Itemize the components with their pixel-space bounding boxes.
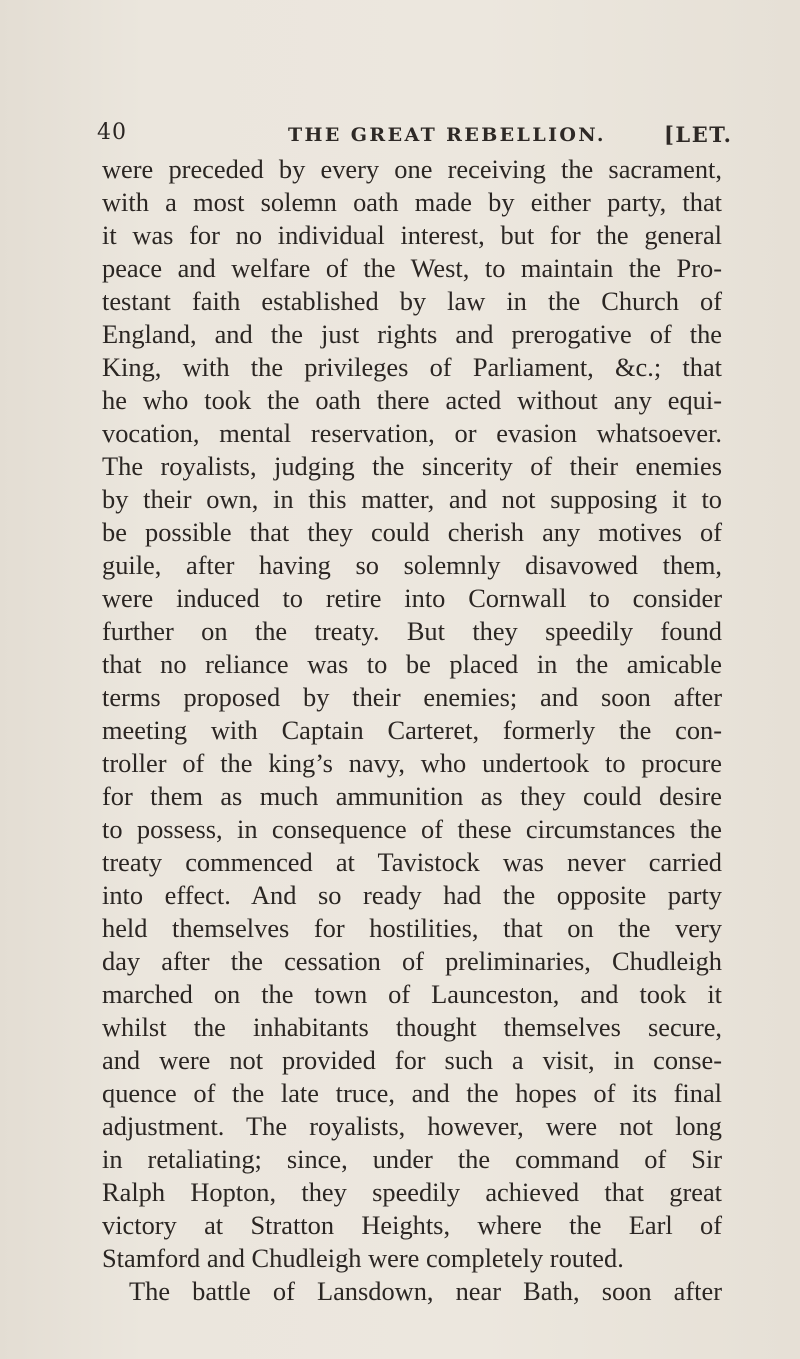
text-line: meeting with Captain Carteret, formerly the con- xyxy=(102,715,722,745)
text-line: guile, after having so solemnly disavowed them, xyxy=(102,550,722,580)
text-line: that no reliance was to be placed in the amicable xyxy=(102,649,722,679)
text-line: by their own, in this matter, and not supposing it to xyxy=(102,484,722,514)
text-line: Ralph Hopton, they speedily achieved that great xyxy=(102,1177,722,1207)
text-line: terms proposed by their enemies; and soon after xyxy=(102,682,722,712)
text-line: in retaliating; since, under the command of Sir xyxy=(102,1144,722,1174)
text-line: it was for no individual interest, but for the general xyxy=(102,220,722,250)
text-line: marched on the town of Launceston, and took it xyxy=(102,979,722,1009)
text-line: to possess, in consequence of these circumstances the xyxy=(102,814,722,844)
text-line: further on the treaty. But they speedily found xyxy=(102,616,722,646)
text-line: into effect. And so ready had the opposite party xyxy=(102,880,722,910)
text-line: peace and welfare of the West, to maintain the Pro- xyxy=(102,253,722,283)
text-line: quence of the late truce, and the hopes of its final xyxy=(102,1078,722,1108)
text-line: adjustment. The royalists, however, were not long xyxy=(102,1111,722,1141)
text-line: were induced to retire into Cornwall to consider xyxy=(102,583,722,613)
text-line: The battle of Lansdown, near Bath, soon after xyxy=(129,1276,722,1306)
text-line: victory at Stratton Heights, where the Earl of xyxy=(102,1210,722,1240)
text-line: The royalists, judging the sincerity of their enemies xyxy=(102,451,722,481)
page-number: 40 xyxy=(97,120,127,145)
text-line: for them as much ammunition as they could desire xyxy=(102,781,722,811)
text-line: be possible that they could cherish any motives of xyxy=(102,517,722,547)
text-line: day after the cessation of preliminaries, Chudleigh xyxy=(102,946,722,976)
text-line: with a most solemn oath made by either party, that xyxy=(102,187,722,217)
text-line: held themselves for hostilities, that on the very xyxy=(102,913,722,943)
text-line: whilst the inhabitants thought themselves secure, xyxy=(102,1012,722,1042)
text-line: troller of the king’s navy, who undertook to procure xyxy=(102,748,722,778)
text-line: he who took the oath there acted without any equi- xyxy=(102,385,722,415)
text-line: Stamford and Chudleigh were completely routed. xyxy=(102,1243,624,1273)
text-line: and were not provided for such a visit, in conse- xyxy=(102,1045,722,1075)
text-line: treaty commenced at Tavistock was never carried xyxy=(102,847,722,877)
text-line: were preceded by every one receiving the sacrament, xyxy=(102,154,722,184)
running-head-right: [LET. xyxy=(664,122,733,147)
text-line: King, with the privileges of Parliament, &c.; that xyxy=(102,352,722,382)
text-line: testant faith established by law in the Church of xyxy=(102,286,722,316)
running-title: THE GREAT REBELLION. xyxy=(288,124,606,146)
text-line: England, and the just rights and prerogative of the xyxy=(102,319,722,349)
text-line: vocation, mental reservation, or evasion whatsoever. xyxy=(102,418,722,448)
